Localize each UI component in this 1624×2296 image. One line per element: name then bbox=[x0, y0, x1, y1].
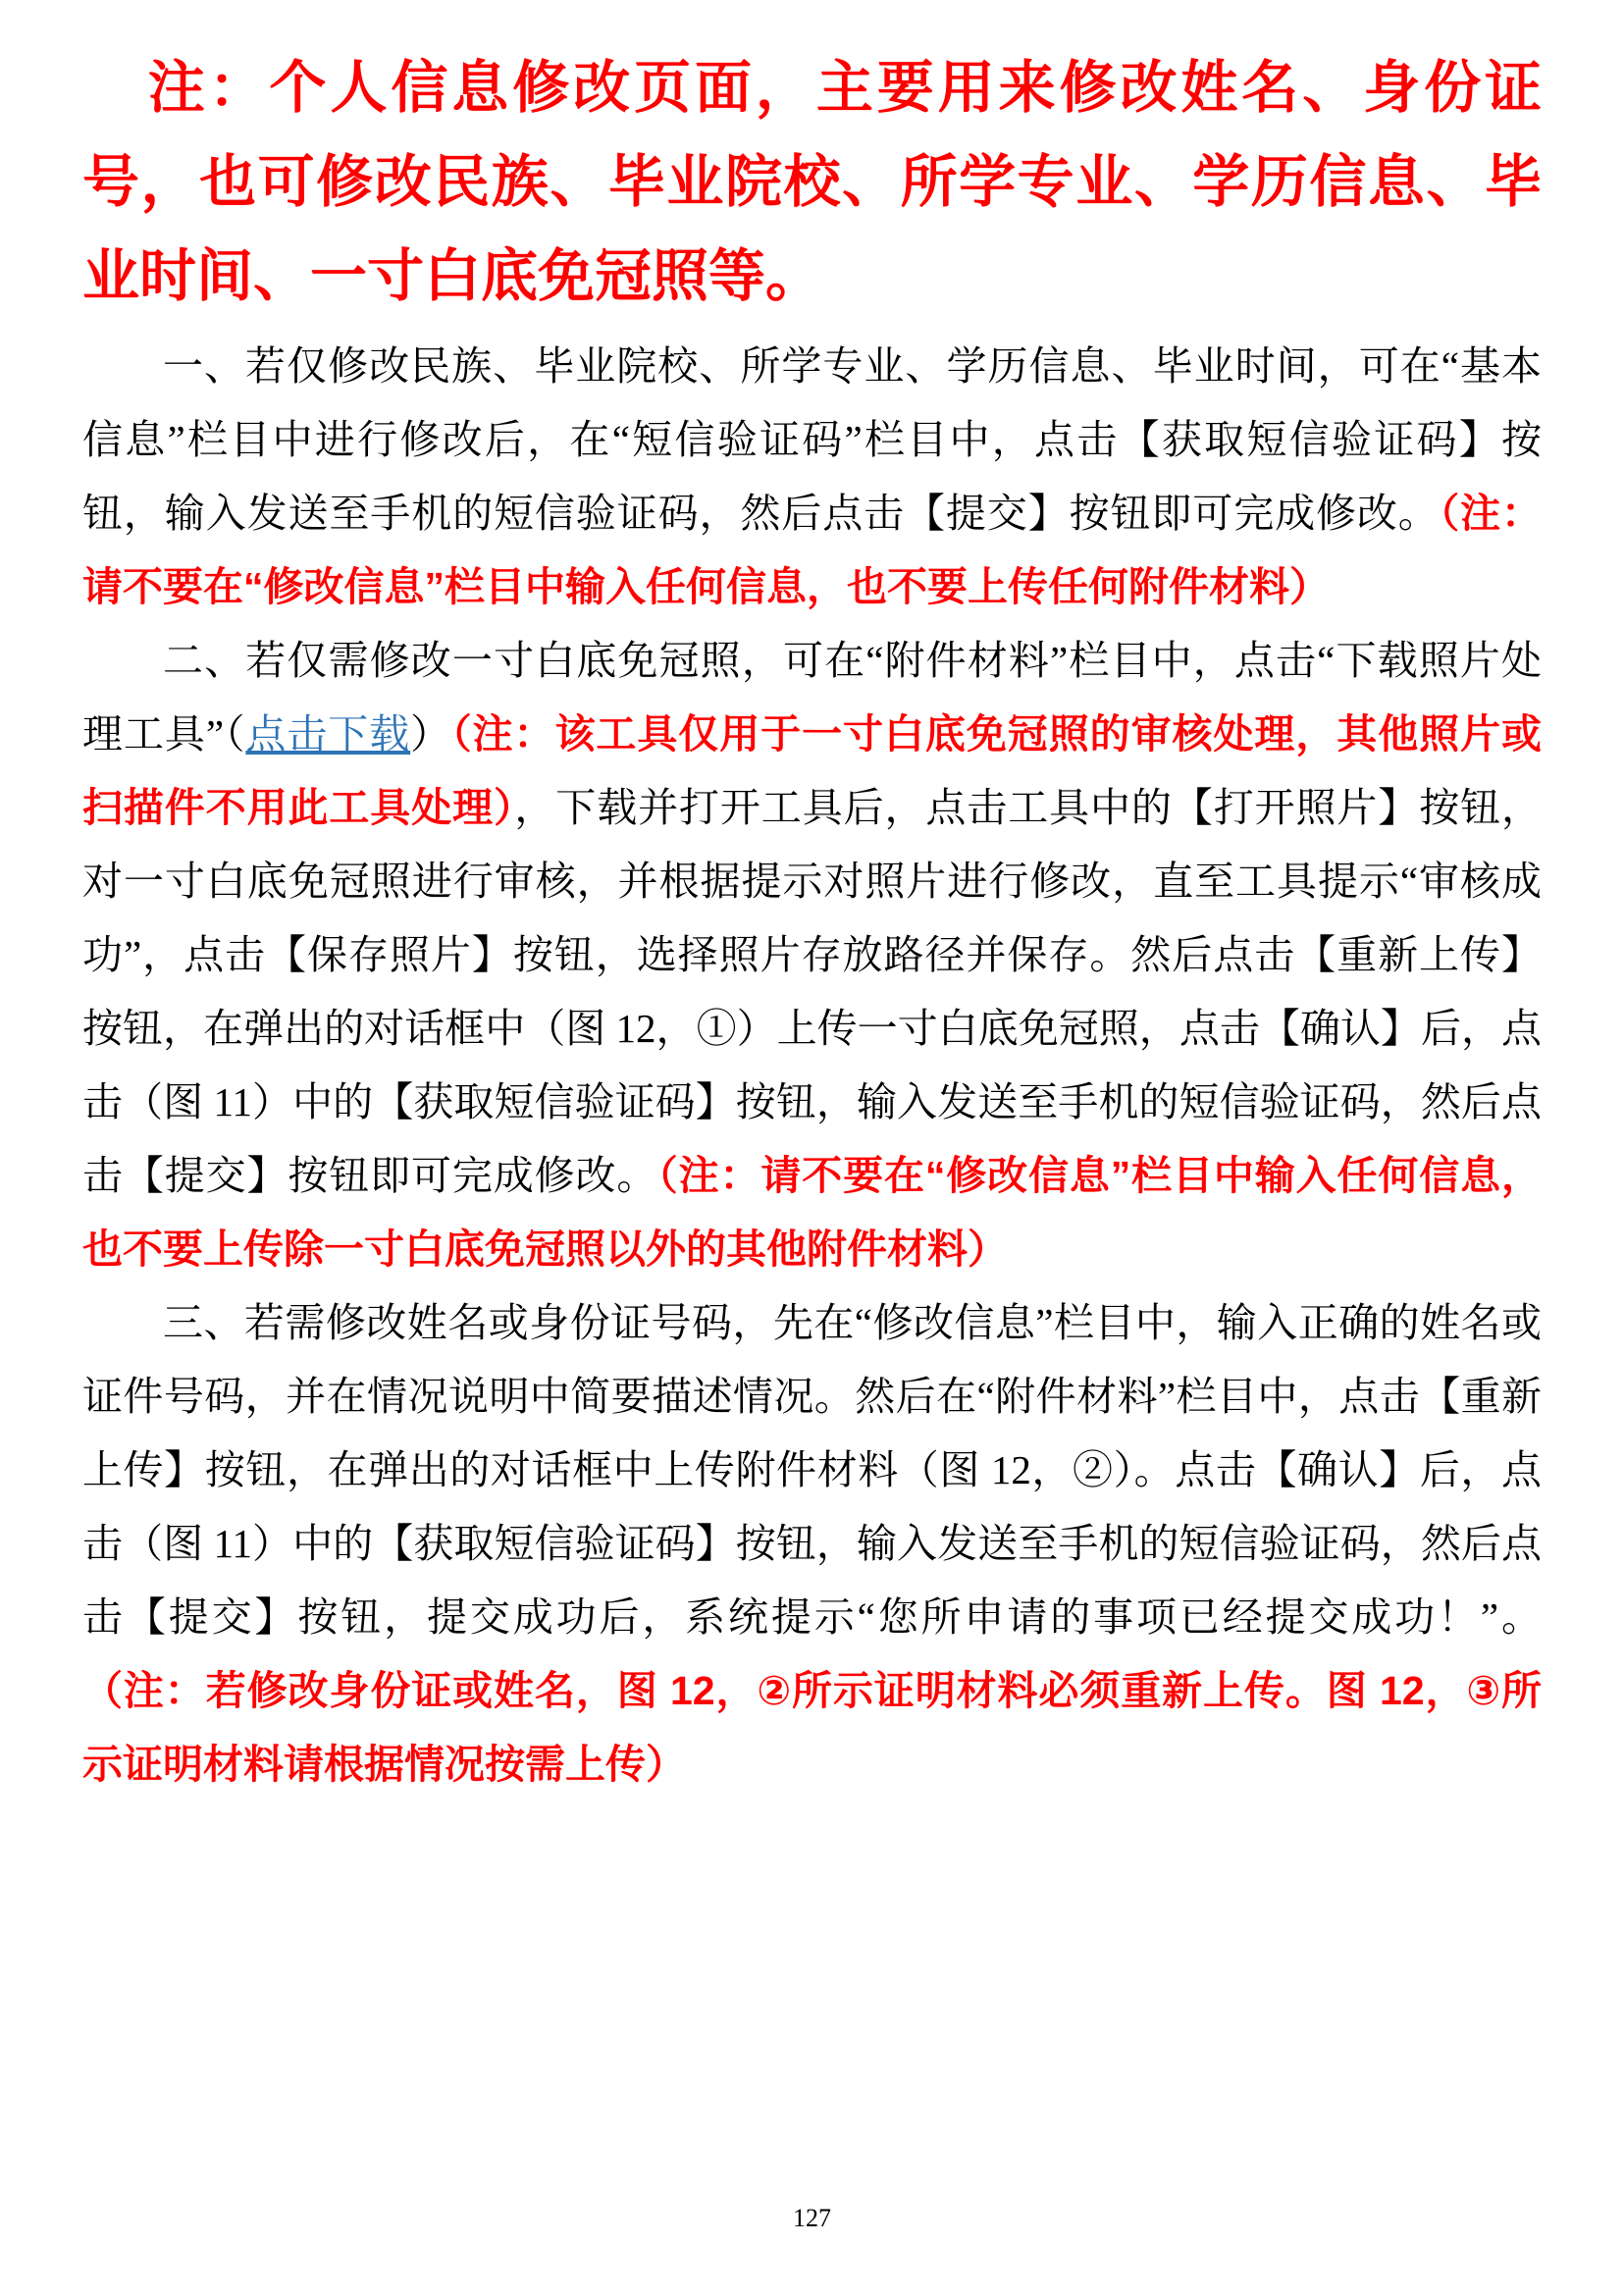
body-text: 一、若仅修改民族、毕业院校、所学专业、学历信息、毕业时间，可在“基本信息”栏目中进行修改后，在“短信验证码”栏目中，点击【获取短信验证码】按钮，输入发送至手机的短信验证码，然后点击【提交】按钮即可完成修改。 bbox=[82, 343, 1542, 536]
body-paragraphs bbox=[82, 330, 1542, 1801]
body-text: 二、若仅需修改一寸白底免冠照，可在“附件材料”栏目中，点击“下载照片处理工具”（ bbox=[82, 638, 1542, 757]
note-text: （注：请不要在“修改信息”栏目中输入任何信息，也不要上传任何附件材料） bbox=[82, 491, 1543, 609]
page-number: 127 bbox=[793, 2204, 831, 2232]
paragraph bbox=[82, 1286, 1542, 1801]
body-text: ） bbox=[410, 711, 452, 757]
note-text: （注：若修改身份证或姓名，图 12，②所示证明材料必须重新上传。图 12，③所示证明材料请根据情况按需上传） bbox=[82, 1668, 1542, 1787]
paragraph bbox=[82, 330, 1542, 624]
download-link[interactable]: 点击下载 bbox=[245, 711, 411, 757]
page-heading: 注：个人信息修改页面，主要用来修改姓名、身份证号，也可修改民族、毕业院校、所学专业、学历信息、毕业时间、一寸白底免冠照等。 bbox=[82, 56, 1542, 308]
body-text: 三、若需修改姓名或身份证号码，先在“修改信息”栏目中，输入正确的姓名或证件号码，并在情况说明中简要描述情况。然后在“附件材料”栏目中，点击【重新上传】按钮，在弹出的对话框中上传附件材料（图 12，②）。点击【确认】后，点击（图 11）中的【获取短信验证码】按钮，输入发送至手机的短信验证码，然后点击【提交】按钮，提交成功后，系统提示“您所申请的事项已经提交成功！”。 bbox=[82, 1300, 1542, 1640]
note-text: （注：该工具仅用于一寸白底免冠照的审核处理，其他照片或扫描件不用此工具处理） bbox=[82, 711, 1543, 830]
note-text: （注：请不要在“修改信息”栏目中输入任何信息，也不要上传除一寸白底免冠照以外的其他附件材料） bbox=[82, 1153, 1542, 1272]
body-text: ，下载并打开工具后，点击工具中的【打开照片】按钮，对一寸白底免冠照进行审核，并根据提示对照片进行修改，直至工具提示“审核成功”，点击【保存照片】按钮，选择照片存放路径并保存。然后点击【重新上传】按钮，在弹出的对话框中（图 12，①）上传一寸白底免冠照，点击【确认】后，点击（图 11）中的【获取短信验证码】按钮，输入发送至手机的短信验证码，然后点击【提交】按钮即可完成修改。 bbox=[82, 785, 1543, 1198]
paragraph bbox=[82, 624, 1542, 1286]
